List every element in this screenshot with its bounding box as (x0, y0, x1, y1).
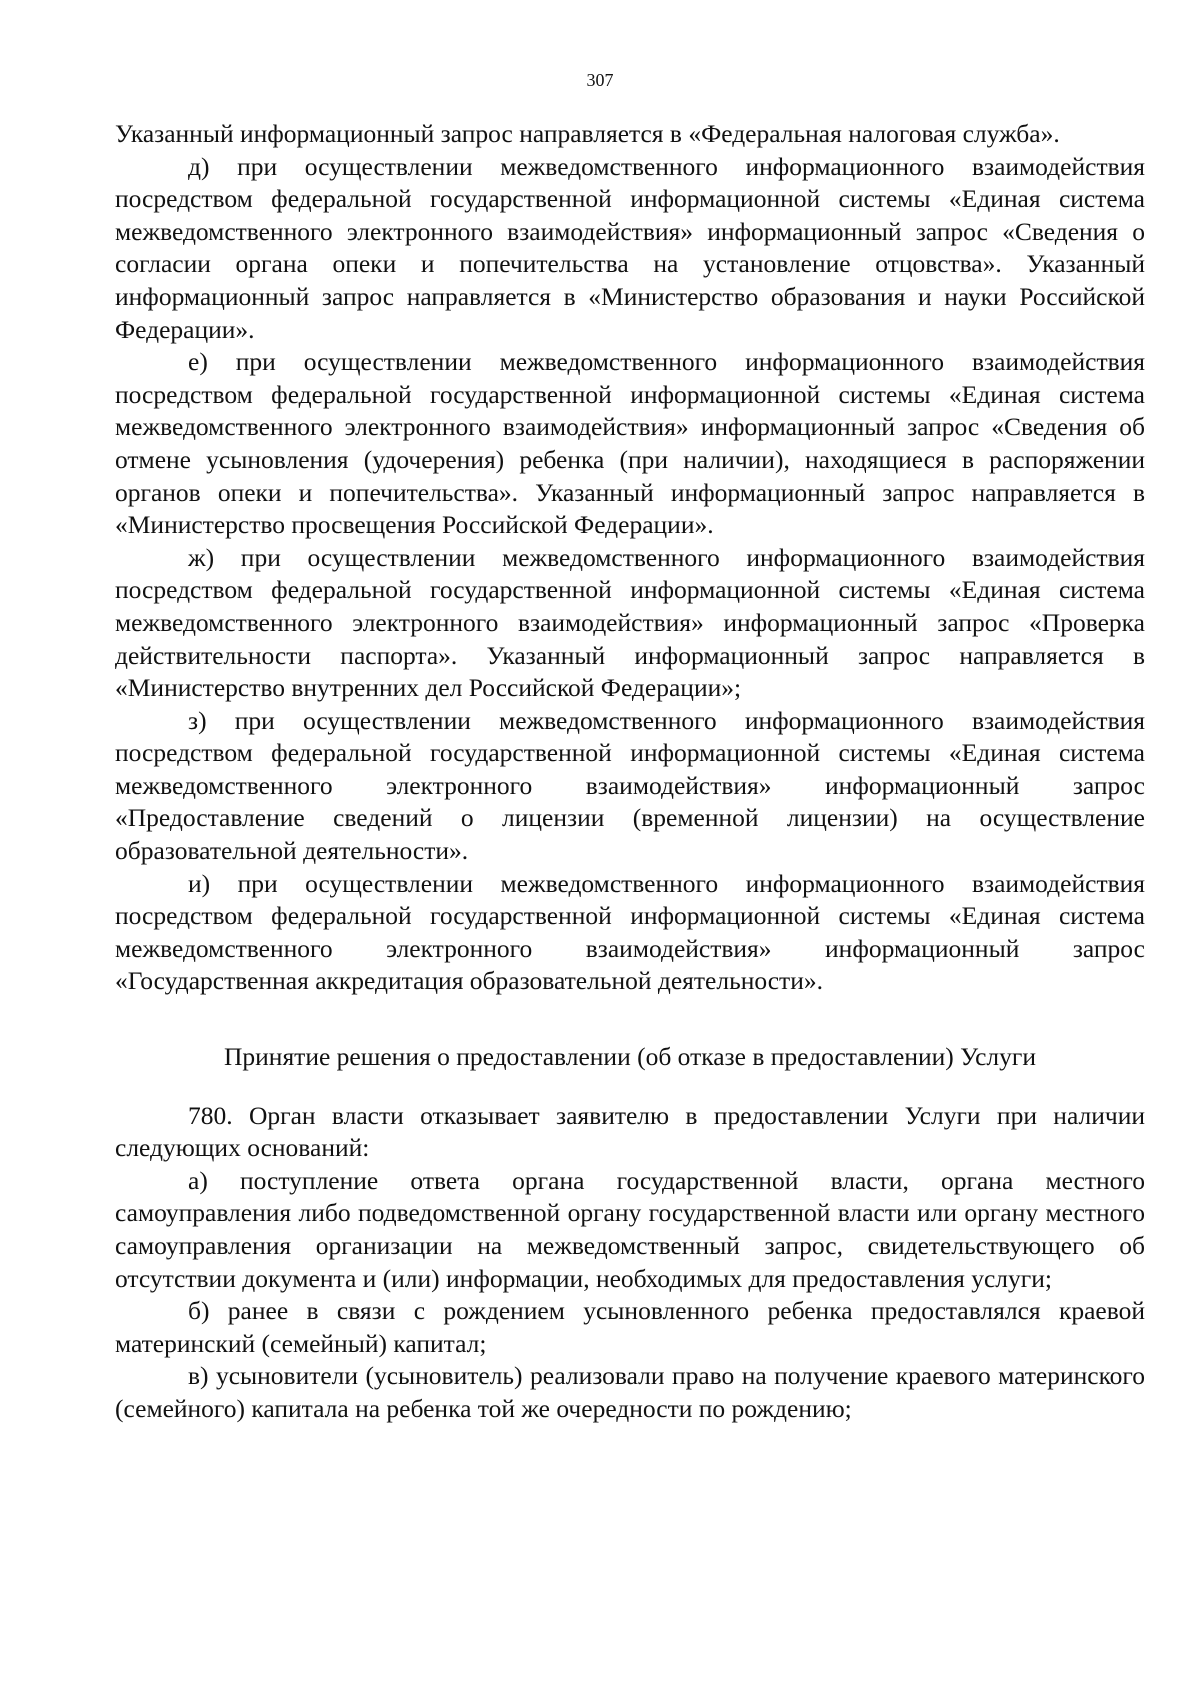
paragraph-clause-780: 780. Орган власти отказывает заявителю в предоставлении Услуги при наличии следующих оснований: (115, 1100, 1145, 1163)
paragraph-item-d: д) при осуществлении межведомственного информационного взаимодействия посредством федеральной государственной информационной системы «Единая система межведомственного электронного взаимодействия» информационный запрос «Сведения о согласии органа опеки и попечительства на установление отцовства». Указанный информационный запрос направляется в «Министерство образования и науки Российской Федерации». (115, 151, 1145, 344)
paragraph-item-v: в) усыновители (усыновитель) реализовали право на получение краевого материнского (семейного) капитала на ребенка той же очередности по рождению; (115, 1361, 1145, 1423)
paragraph-item-b: б) ранее в связи с рождением усыновленного ребенка предоставлялся краевой материнский (семейный) капитал; (115, 1296, 1145, 1358)
paragraph-item-i: и) при осуществлении межведомственного информационного взаимодействия посредством федеральной государственной информационной системы «Единая система межведомственного электронного взаимодействия» информационный запрос «Государственная аккредитация образовательной деятельности». (115, 868, 1145, 996)
document-body (115, 118, 1145, 1426)
paragraph-item-zh: ж) при осуществлении межведомственного информационного взаимодействия посредством федеральной государственной информационной системы «Единая система межведомственного электронного взаимодействия» информационный запрос «Проверка действительности паспорта». Указанный информационный запрос направляется в «Министерство внутренних дел Российской Федерации»; (115, 542, 1145, 703)
paragraph-continuation: Указанный информационный запрос направляется в «Федеральная налоговая служба». (115, 119, 1060, 148)
page-number: 307 (586, 70, 614, 90)
section-heading: Принятие решения о предоставлении (об отказе в предоставлении) Услуги (223, 1042, 1037, 1072)
paragraph-item-z: з) при осуществлении межведомственного информационного взаимодействия посредством федеральной государственной информационной системы «Единая система межведомственного электронного взаимодействия» информационный запрос «Предоставление сведений о лицензии (временной лицензии) на осуществление образовательной деятельности». (115, 705, 1145, 866)
paragraph-item-e: е) при осуществлении межведомственного информационного взаимодействия посредством федеральной государственной информационной системы «Единая система межведомственного электронного взаимодействия» информационный запрос «Сведения об отмене усыновления (удочерения) ребенка (при наличии), находящиеся в распоряжении органов опеки и попечительства». Указанный информационный запрос направляется в «Министерство просвещения Российской Федерации». (115, 347, 1145, 540)
paragraph-item-a: а) поступление ответа органа государственной власти, органа местного самоуправления либо подведомственной органу государственной власти или органу местного самоуправления организации на межведомственный запрос, свидетельствующего об отсутствии документа и (или) информации, необходимых для предоставления услуги; (115, 1165, 1145, 1293)
